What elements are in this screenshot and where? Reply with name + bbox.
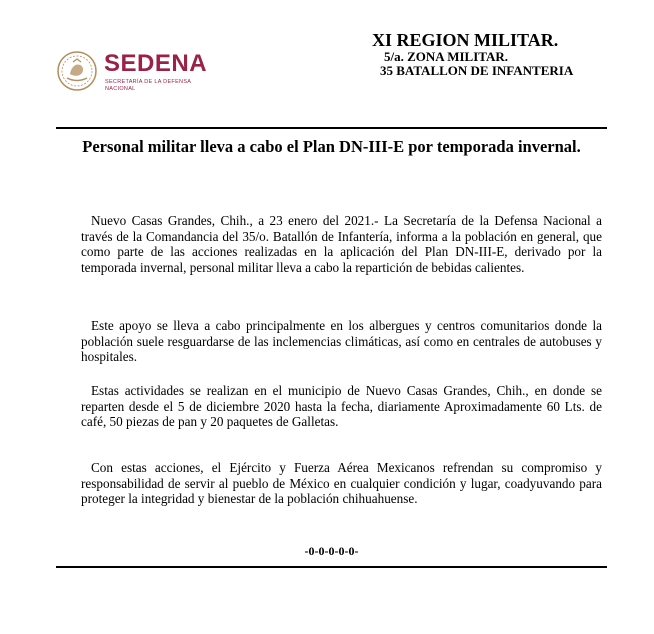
- paragraph-3: Estas actividades se realizan en el municipio de Nuevo Casas Grandes, Chih., en donde se reparten desde el 5 de diciembre 2020 hasta la fecha, diariamente Aproximadamente 60 Lts. de café, 50 piezas de pan y 20 paquetes de Galletas.: [81, 383, 602, 429]
- unit-header: [372, 30, 642, 78]
- military-region: XI REGION MILITAR.: [372, 30, 559, 50]
- paragraph-1: Nuevo Casas Grandes, Chih., a 23 enero del 2021.- La Secretaría de la Defensa Nacional a través de la Comandancia del 35/o. Batallón de Infantería, informa a la población en general, que como parte de las acciones realizadas en la aplicación del Plan DN-III-E, derivado por la temporada invernal, personal militar lleva a cabo la repartición de bebidas calientes.: [81, 213, 602, 275]
- battalion: 35 BATALLON DE INFANTERIA: [380, 63, 574, 78]
- military-zone: 5/a. ZONA MILITAR.: [384, 49, 508, 64]
- coat-of-arms-icon: [56, 50, 98, 92]
- paragraph-2: Este apoyo se lleva a cabo principalmente en los albergues y centros comunitarios donde la población suele resguardarse de las inclemencias climáticas, así como en centrales de autobuses y hospitales.: [81, 318, 602, 364]
- paragraph-4: Con estas acciones, el Ejército y Fuerza Aérea Mexicanos refrendan su compromiso y responsabilidad de servir al pueblo de México en cualquier condición y lugar, coadyuvando para proteger la integridad y bienestar de la población chihuahuense.: [81, 460, 602, 506]
- closing-mark: -0-0-0-0-0-: [304, 544, 359, 558]
- logo-wordmark: SEDENA: [104, 50, 208, 77]
- top-divider: [56, 127, 607, 129]
- logo-subtitle: SECRETARÍA DE LA DEFENSA NACIONAL: [105, 79, 191, 92]
- bottom-divider: [56, 566, 607, 568]
- sedena-logo: [56, 50, 216, 94]
- press-title: Personal militar lleva a cabo el Plan DN-III-E por temporada invernal.: [82, 137, 581, 156]
